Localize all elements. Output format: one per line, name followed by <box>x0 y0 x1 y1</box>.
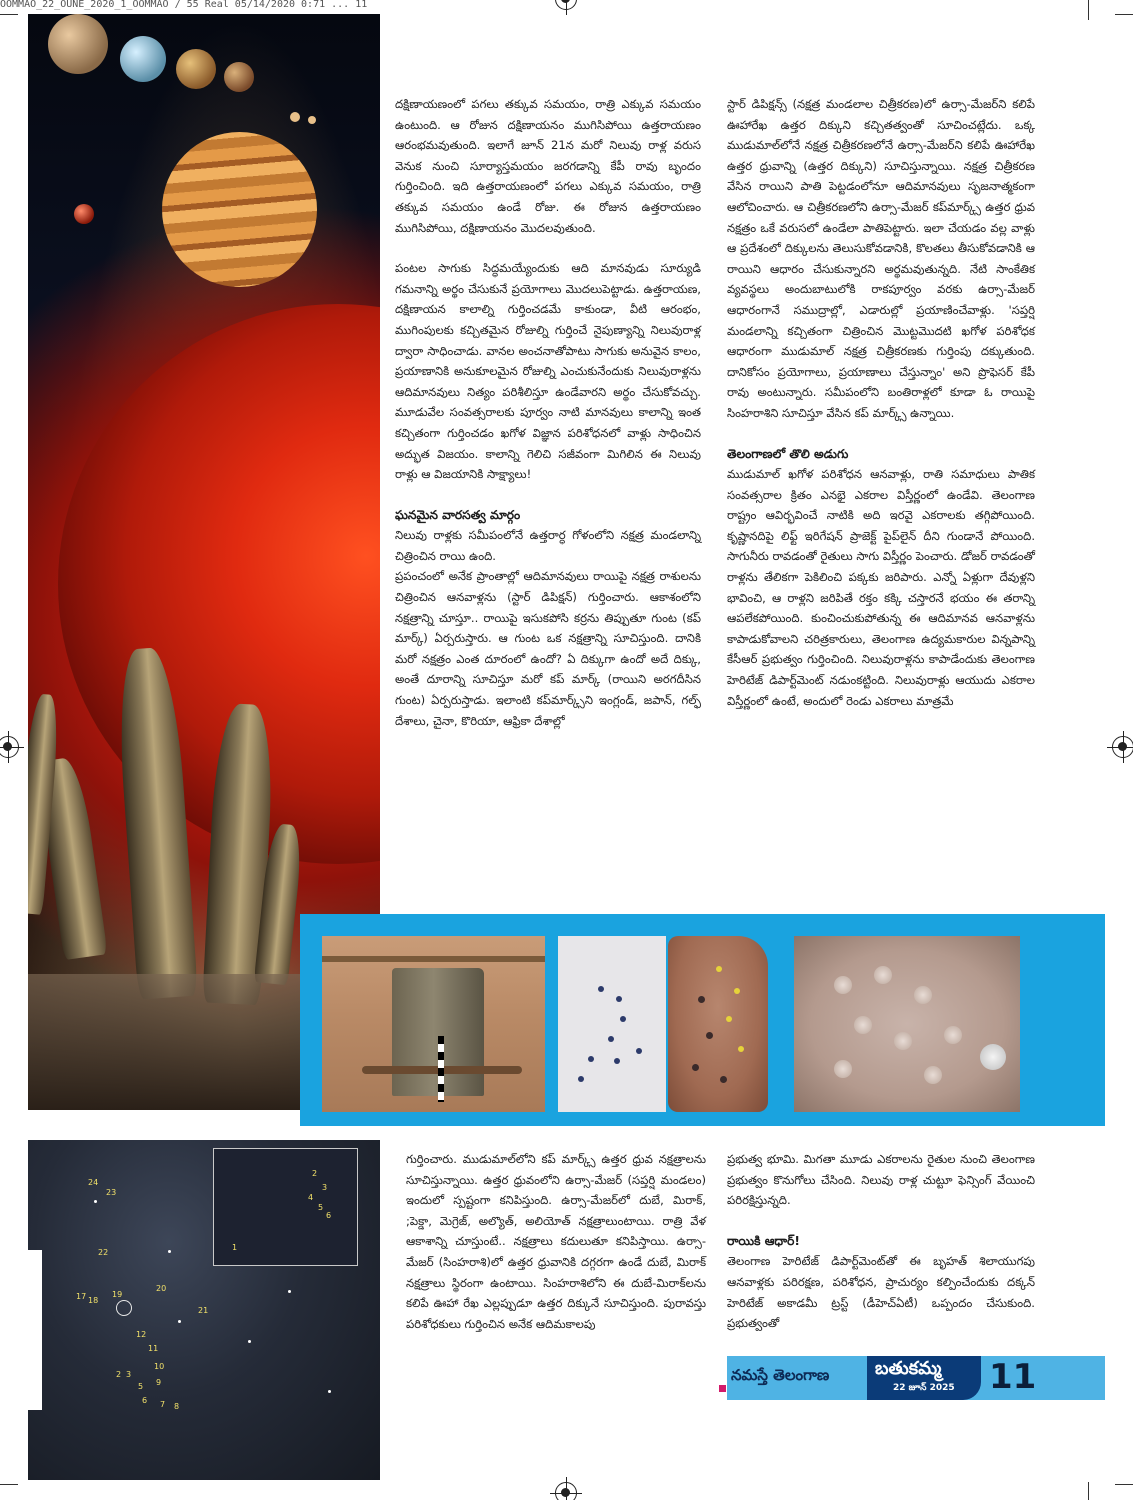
planet-icon <box>120 36 166 82</box>
cup-mark <box>944 1026 962 1044</box>
coin-scale <box>980 1044 1006 1070</box>
painted-cup-mark-rock-photo <box>668 936 768 1112</box>
magazine-badge <box>867 1356 981 1400</box>
cup-mark <box>698 996 705 1003</box>
issue-date: 22 జూన్ 2025 <box>893 1383 955 1393</box>
crop-mark <box>0 1484 18 1485</box>
section-heading: తెలంగాణలో తొలి అడుగు <box>727 446 849 461</box>
star-label: 11 <box>148 1344 159 1353</box>
star-label: 2 <box>116 1370 122 1379</box>
paragraph: స్టార్ డిపిక్షన్స్ (నక్షత్ర మండలాల చిత్రీకరణ)లో ఉర్సా-మేజర్‌ని కలిపే ఊహారేఖ ఉత్తర దిక్కుని కచ్చితత్వంతో సూచించట్లేదు. ఒక్క ముడుమాల్‌లోనే నక్షత్ర చిత్రీకరణలోనే ఉర్సా-మేజర్‌ని కలిపే ఊహారేఖ ఉత్తర ధ్రువాన్ని (ఉత్తర దిక్కుని) సూచిస్తున్నాయి. నక్షత్ర చిత్రీకరణ వేసిన రాయిని పాతి పెట్టడంలోనూ ఆదిమానవులు సృజనాత్మకంగా ఆలోచించారు. ఆ చిత్రీకరణలోని ఉర్సా-మేజర్ కప్‌మార్క్స్ ఉత్తర ధ్రువ నక్షత్రం ఒకే వరుసలో ఉండేలా పాతిపెట్టారు. ఇలా చేయడం వల్ల వాళ్లు ఆ ప్రదేశంలో దిక్కులను తెలుసుకోవడానికి, కొలతలు తీసుకోవడానికి ఆ రాయిని ఆధారం చేసుకున్నారని అర్థమవుతున్నది. నేటి సాంకేతిక వ్యవస్థలు అందుబాటులోకి రాకపూర్వం వరకు ఉర్సా-మేజర్ ఆధారంగానే సముద్రాల్లో, ఎడారుల్లో ప్రయాణించేవాళ్లు. 'సప్తర్షి మండలాన్ని కచ్చితంగా చిత్రించిన మొట్టమొదటి ఖగోళ పరిశోధక ఆధారంగా ముడుమాల్ నక్షత్ర చిత్రీకరణకు గుర్తింపు దక్కుతుంది. దానికోసం ప్రయోగాలు, ప్రయాణాలు చేస్తున్నాం' అని ప్రొఫెసర్ కేపీ రావు అంటున్నారు. సమీపంలోని బంతిరాళ్లలో కూడా ఓ రాయిపై సింహరాశిని సూచిస్తూ వేసిన కప్ మార్క్స్ ఉన్నాయి. <box>727 97 1035 420</box>
highlighted-cup-mark <box>726 1016 732 1022</box>
paragraph: గుర్తించారు. ముడుమాల్‌లోని కప్ మార్క్స్ ఉత్తర ధ్రువ నక్షత్రాలను సూచిస్తున్నాయి. ఉత్తర ధ్రువంలోని ఉర్సా-మేజర్ (సప్తర్షి మండలం) ఇందులో స్పష్టంగా కనిపిస్తుంది. ఉర్సా-మేజర్‌లో దుబే, మిరాక్, ;పెక్డా, మెగ్రెజ్, అల్యొత్, అలియోత్ నక్షత్రాలుంటాయి. రాత్రి వేళ ఆకాశాన్ని చూస్తుంటే.. నక్షత్రాలు కదులుతూ కనిపిస్తాయి. ఉర్సా-మేజర్ (సింహరాశి)లో ఉత్తర ధ్రువానికి దగ్గరగా ఉండే దుబే, మిరాక్ నక్షత్రాలు స్థిరంగా ఉంటాయి. సింహరాశిలోని ఈ దుబే-మిరాక్‌లను కలిపే ఊహా రేఖ ఎల్లప్పుడూ ఉత్తర దిక్కునే సూచిస్తుంది. పురావస్తు పరిశోధకులు గుర్తించిన అనేక ఆదిమకాలపు <box>406 1152 706 1331</box>
paragraph: దక్షిణాయణంలో పగలు తక్కువ సమయం, రాత్రి ఎక్కువ సమయం ఉంటుంది. ఆ రోజున దక్షిణాయనం ముగిసిపోయి ఉత్తరాయణం ఆరంభమవుతుంది. ఇలాగే జూన్ 21న మరో నిలువు రాళ్ల వరుస వెనుక నుంచి సూర్యాస్తమయం జరగడాన్ని కేపీ రావు బృందం గుర్తించింది. ఇది ఉత్తరాయణంలో పగలు ఎక్కువ సమయం, రాత్రి తక్కువ సమయం ఉండే రోజు. ఈ రోజున ఉత్తరాయణం ముగిసిపోయి, దక్షిణాయనం మొదలవుతుంది. <box>395 97 701 235</box>
stone-pillar-photo <box>322 936 545 1112</box>
cup-mark <box>706 1032 713 1039</box>
star-dot <box>116 1300 132 1316</box>
cup-mark <box>598 986 604 992</box>
fence-rail <box>322 956 545 962</box>
star-label: 6 <box>142 1396 148 1405</box>
star-dot <box>168 1250 171 1253</box>
article-column-top-right <box>727 94 1035 711</box>
crop-mark <box>1115 1484 1133 1485</box>
cup-mark <box>692 1064 699 1071</box>
star-label: 20 <box>156 1284 167 1293</box>
star-label: 2 <box>312 1169 318 1178</box>
star-label: 17 <box>76 1292 87 1301</box>
star-label: 10 <box>154 1362 165 1371</box>
star-label: 1 <box>232 1243 238 1252</box>
cup-marks-rock-surface-photo <box>794 936 1020 1112</box>
cup-mark <box>636 1048 642 1054</box>
paragraph: తెలంగాణ హెరిటేజ్ డిపార్ట్‌మెంట్‌తో ఈ బృహత్ శిలాయుగపు ఆనవాళ్లకు పరిరక్షణ, పరిశోధన, ప్రాచుర్యం కల్పించేందుకు దక్కన్ హెరిటేజ్ అకాడమీ ట్రస్ట్ (డీహెచ్ఏటీ) ఒప్పందం చేసుకుంది. ప్రభుత్వంతో <box>727 1254 1035 1331</box>
planet-icon <box>308 116 316 124</box>
planet-icon <box>74 204 94 224</box>
cup-mark <box>874 966 892 984</box>
registration-mark-icon <box>1112 736 1133 758</box>
section-heading: ఘనమైన వారసత్వ మార్గం <box>395 507 521 522</box>
star-dot <box>288 1290 291 1293</box>
star-dot <box>94 1200 97 1203</box>
star-label: 24 <box>88 1178 99 1187</box>
planet-icon <box>290 112 300 122</box>
highlighted-cup-mark <box>716 966 722 972</box>
cup-mark-diagram <box>558 936 666 1112</box>
article-column-bottom-right <box>727 1149 1035 1339</box>
star-label: 4 <box>308 1193 314 1202</box>
page-margin <box>28 1250 42 1410</box>
cup-mark <box>834 1060 852 1078</box>
section-heading: రాయికి ఆధార్! <box>727 1233 800 1248</box>
paragraph: ముడుమాల్ ఖగోళ పరిశోధన ఆనవాళ్లు, రాతి సమాధులు పాతిక సంవత్సరాల క్రితం ఎనభై ఎకరాల విస్తీర్ణంలో ఉండేవి. తెలంగాణ రాష్ట్రం ఆవిర్భవించే నాటికి అది ఇరవై ఎకరాలకు తగ్గిపోయింది. కృష్ణానదిపై లిఫ్ట్ ఇరిగేషన్ ప్రాజెక్ట్ పైప్‌లైన్ దీని గుండానే పోయింది. సాగునీరు రావడంతో రైతులు సాగు విస్తీర్ణం పెంచారు. డోజర్ రావడంతో రాళ్లను తేలికగా పెకిలించి పక్కకు జరిపారు. ఎన్నో ఏళ్లుగా దేవుళ్లని భావించి, ఆ రాళ్లని జరిపితే రక్తం కక్కి చస్తారనే భయం ఈ తరాన్ని ఆపలేకపోయింది. కుంచించుకుపోతున్న ఈ ఆదిమానవ ఆనవాళ్లను కాపాడుకోవాలని చరిత్రకారులు, తెలంగాణ ఉద్యమకారుల విన్నపాన్ని కేసీఆర్ ప్రభుత్వం గుర్తించింది. నిలువురాళ్లను కాపాడేందుకు తెలంగాణ హెరిటేజ్ డిపార్ట్‌మెంట్ నడుంకట్టింది. నిలువురాళ్లు ఆయుదు ఎకరాల విస్తీర్ణంలో ఉంటే, అందులో రెండు ఎకరాలు మాత్రమే <box>727 467 1035 708</box>
star-label: 6 <box>326 1211 332 1220</box>
planet-icon <box>224 62 254 92</box>
star-label: 19 <box>112 1290 123 1299</box>
crop-mark <box>0 14 18 15</box>
print-slug-line: OOMMAO_22_OUNE_2020_1_OOMMAO / 55 Real 05/14/2020 0:71 ... 11 <box>0 0 368 10</box>
jupiter-icon <box>162 132 317 287</box>
accent-square <box>719 1385 726 1392</box>
star-label: 3 <box>126 1370 132 1379</box>
cup-mark <box>578 1076 584 1082</box>
planet-icon <box>48 14 108 74</box>
paragraph: పంటల సాగుకు సిద్ధమయ్యేందుకు ఆది మానవుడు సూర్యుడి గమనాన్ని అర్థం చేసుకునే ప్రయోగాలు మొదలుపెట్టాడు. ఉత్తరాయణ, దక్షిణాయన కాలాల్ని గుర్తించడమే కాకుండా, వీటి ఆరంభం, ముగింపులకు కచ్చితమైన రోజుల్ని గుర్తించే నైపుణ్యాన్ని నిలువురాళ్ల ద్వారా సాధించాడు. వానల అంచనాతోపాటు సాగుకు అనువైన కాలం, ప్రయాణానికి అనుకూలమైన రోజుల్ని ఎంచుకునేందుకు నిలువురాళ్లను ఆదిమానవులు నిత్యం పరిశీలిస్తూ ఉండేవారని అర్థం చేసుకోవచ్చు. మూడువేల సంవత్సరాలకు పూర్వం నాటి మానవులు కాలాన్ని ఇంత కచ్చితంగా గుర్తించడం ఖగోళ విజ్ఞాన పరిశోధనలో వాళ్లు సాధించిన అద్భుత విజయం. కాలాన్ని గెలిచి సజీవంగా మిగిలిన ఈ నిలువు రాళ్లు ఆ విజయానికి సాక్ష్యాలు! <box>395 261 701 482</box>
cup-mark <box>834 976 852 994</box>
star-dot <box>178 1320 181 1323</box>
photo-strip <box>300 914 1105 1126</box>
cup-mark <box>588 1056 594 1062</box>
registration-mark-icon <box>0 736 19 758</box>
star-label: 7 <box>160 1400 166 1409</box>
star-chart-inset <box>213 1148 358 1266</box>
paragraph: నిలువు రాళ్లకు సమీపంలోనే ఉత్తరార్ధ గోళంలోని నక్షత్ర మండలాన్ని చిత్రించిన రాయి ఉంది. <box>395 528 701 563</box>
cup-mark <box>614 1058 620 1064</box>
star-label: 21 <box>198 1306 209 1315</box>
star-label: 23 <box>106 1188 117 1197</box>
cup-mark <box>854 1016 872 1034</box>
cup-mark <box>894 1032 912 1050</box>
star-label: 9 <box>156 1378 162 1387</box>
registration-mark-icon <box>555 1482 577 1500</box>
crop-mark <box>1115 14 1133 15</box>
star-dot <box>248 1340 251 1343</box>
paragraph: ప్రపంచంలో అనేక ప్రాంతాల్లో ఆదిమానవులు రాయిపై నక్షత్ర రాశులను చిత్రించిన ఆనవాళ్లను (స్టార్ డిపిక్షన్) గుర్తించారు. ఆకాశంలోని నక్షత్రాన్ని చూస్తూ.. రాయిపై ఇసుకపోసి కర్రను తిప్పుతూ గుంట (కప్ మార్క్) ఏర్పరుస్తారు. ఆ గుంట ఒక నక్షత్రాన్ని సూచిస్తుంది. దానికి మరో నక్షత్రం ఎంత దూరంలో ఉందో? ఏ దిక్కుగా ఉందో అదే దిక్కు, అంతే దూరాన్ని సూచిస్తూ మరో కప్ మార్క్ (రాయిని అరగదీసిన గుంట) ఏర్పరుస్తాడు. ఇలాంటి కప్‌మార్క్స్‌ని ఇంగ్లండ్, జపాన్, గల్ఫ్ దేశాలు, చైనా, కొరియా, ఆఫ్రికా దేశాల్లో <box>395 569 701 728</box>
star-label: 5 <box>318 1203 324 1212</box>
cup-mark <box>720 1076 727 1083</box>
star-label: 3 <box>322 1183 328 1192</box>
magazine-name: బతుకమ్మ <box>875 1358 942 1379</box>
planet-icon <box>176 49 216 89</box>
highlighted-cup-mark <box>738 1046 744 1052</box>
crop-mark <box>1088 0 1089 20</box>
cup-mark <box>914 986 932 1004</box>
cup-mark <box>608 1036 614 1042</box>
article-column-bottom-left <box>406 1149 706 1334</box>
page-number: 11 <box>989 1357 1037 1397</box>
cup-mark <box>924 1066 942 1084</box>
star-label: 18 <box>88 1296 99 1305</box>
star-chart-image <box>28 1140 380 1480</box>
star-dot <box>328 1390 331 1393</box>
star-label: 12 <box>136 1330 147 1339</box>
measurement-scale <box>438 1036 444 1102</box>
crop-mark <box>1088 1482 1089 1500</box>
page-footer <box>727 1356 1105 1400</box>
highlighted-cup-mark <box>734 988 740 994</box>
article-column-top-left <box>395 94 701 731</box>
newspaper-brand: నమస్తే తెలంగాణ <box>731 1366 830 1384</box>
star-label: 8 <box>174 1402 180 1411</box>
paragraph: ప్రభుత్వ భూమి. మిగతా మూడు ఎకరాలను రైతుల నుంచి తెలంగాణ ప్రభుత్వం కొనుగోలు చేసింది. నిలువు రాళ్ల చుట్టూ ఫెన్సింగ్ వేయించి పరిరక్షిస్తున్నది. <box>727 1152 1035 1208</box>
star-label: 5 <box>138 1382 144 1391</box>
cup-mark <box>620 1016 626 1022</box>
star-label: 22 <box>98 1248 109 1257</box>
cup-mark <box>616 996 622 1002</box>
